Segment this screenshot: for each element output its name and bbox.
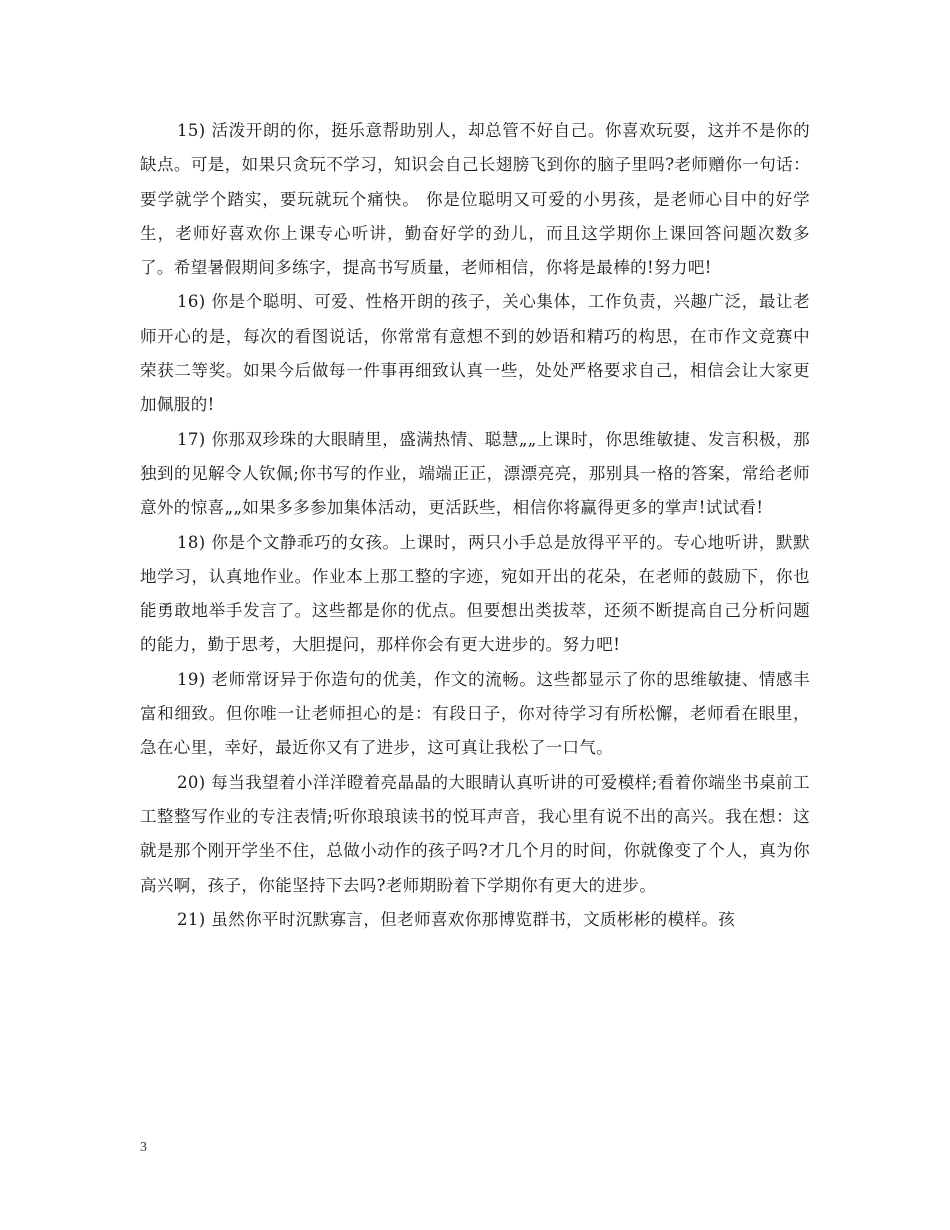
paragraph-15: 15) 活泼开朗的你，挺乐意帮助别人，却总管不好自己。你喜欢玩耍，这并不是你的缺点。可是，如果只贪玩不学习，知识会自己长翅膀飞到你的脑子里吗?老师赠你一句话：要学就学个踏实，要玩就玩个痛快。 你是位聪明又可爱的小男孩，是老师心目中的好学生，老师好喜欢你上课专心听讲，勤奋好学的劲儿，而且这学期你上课回答问题次数多了。希望暑假期间多练字，提高书写质量，老师相信，你将是最棒的!努力吧!: [140, 121, 810, 278]
paragraph-18: 18) 你是个文静乖巧的女孩。上课时，两只小手总是放得平平的。专心地听讲，默默地学习，认真地作业。作业本上那工整的字迹，宛如开出的花朵，在老师的鼓励下，你也能勇敢地举手发言了。这些都是你的优点。但要想出类拔萃，还须不断提高自己分析问题的能力，勤于思考，大胆提问，那样你会有更大进步的。努力吧!: [140, 532, 810, 655]
paragraph-19: 19) 老师常讶异于你造句的优美，作文的流畅。这些都显示了你的思维敏捷、情感丰富和细致。但你唯一让老师担心的是：有段日子，你对待学习有所松懈，老师看在眼里，急在心里，幸好，最近你又有了进步，这可真让我松了一口气。: [140, 669, 810, 758]
page-number: 3: [140, 1140, 147, 1155]
document-body: [140, 114, 810, 937]
paragraph-21: 21) 虽然你平时沉默寡言，但老师喜欢你那博览群书，文质彬彬的模样。孩: [177, 909, 736, 929]
paragraph-17: 17) 你那双珍珠的大眼睛里，盛满热情、聪慧„„上课时，你思维敏捷、发言积极，那独到的见解令人钦佩;你书写的作业，端端正正，漂漂亮亮，那别具一格的答案，常给老师意外的惊喜„„如果多多参加集体活动，更活跃些，相信你将赢得更多的掌声!试试看!: [140, 429, 810, 518]
paragraph-16: 16) 你是个聪明、可爱、性格开朗的孩子，关心集体，工作负责，兴趣广泛，最让老师开心的是，每次的看图说话，你常常有意想不到的妙语和精巧的构思，在市作文竞赛中荣获二等奖。如果今后做每一件事再细致认真一些，处处严格要求自己，相信会让大家更加佩服的!: [140, 292, 810, 415]
paragraph-20: 20) 每当我望着小洋洋瞪着亮晶晶的大眼睛认真听讲的可爱模样;看着你端坐书桌前工工整整写作业的专注表情;听你琅琅读书的悦耳声音，我心里有说不出的高兴。我在想：这就是那个刚开学坐不住，总做小动作的孩子吗?才几个月的时间，你就像变了个人，真为你高兴啊，孩子，你能坚持下去吗?老师期盼着下学期你有更大的进步。: [140, 772, 810, 895]
